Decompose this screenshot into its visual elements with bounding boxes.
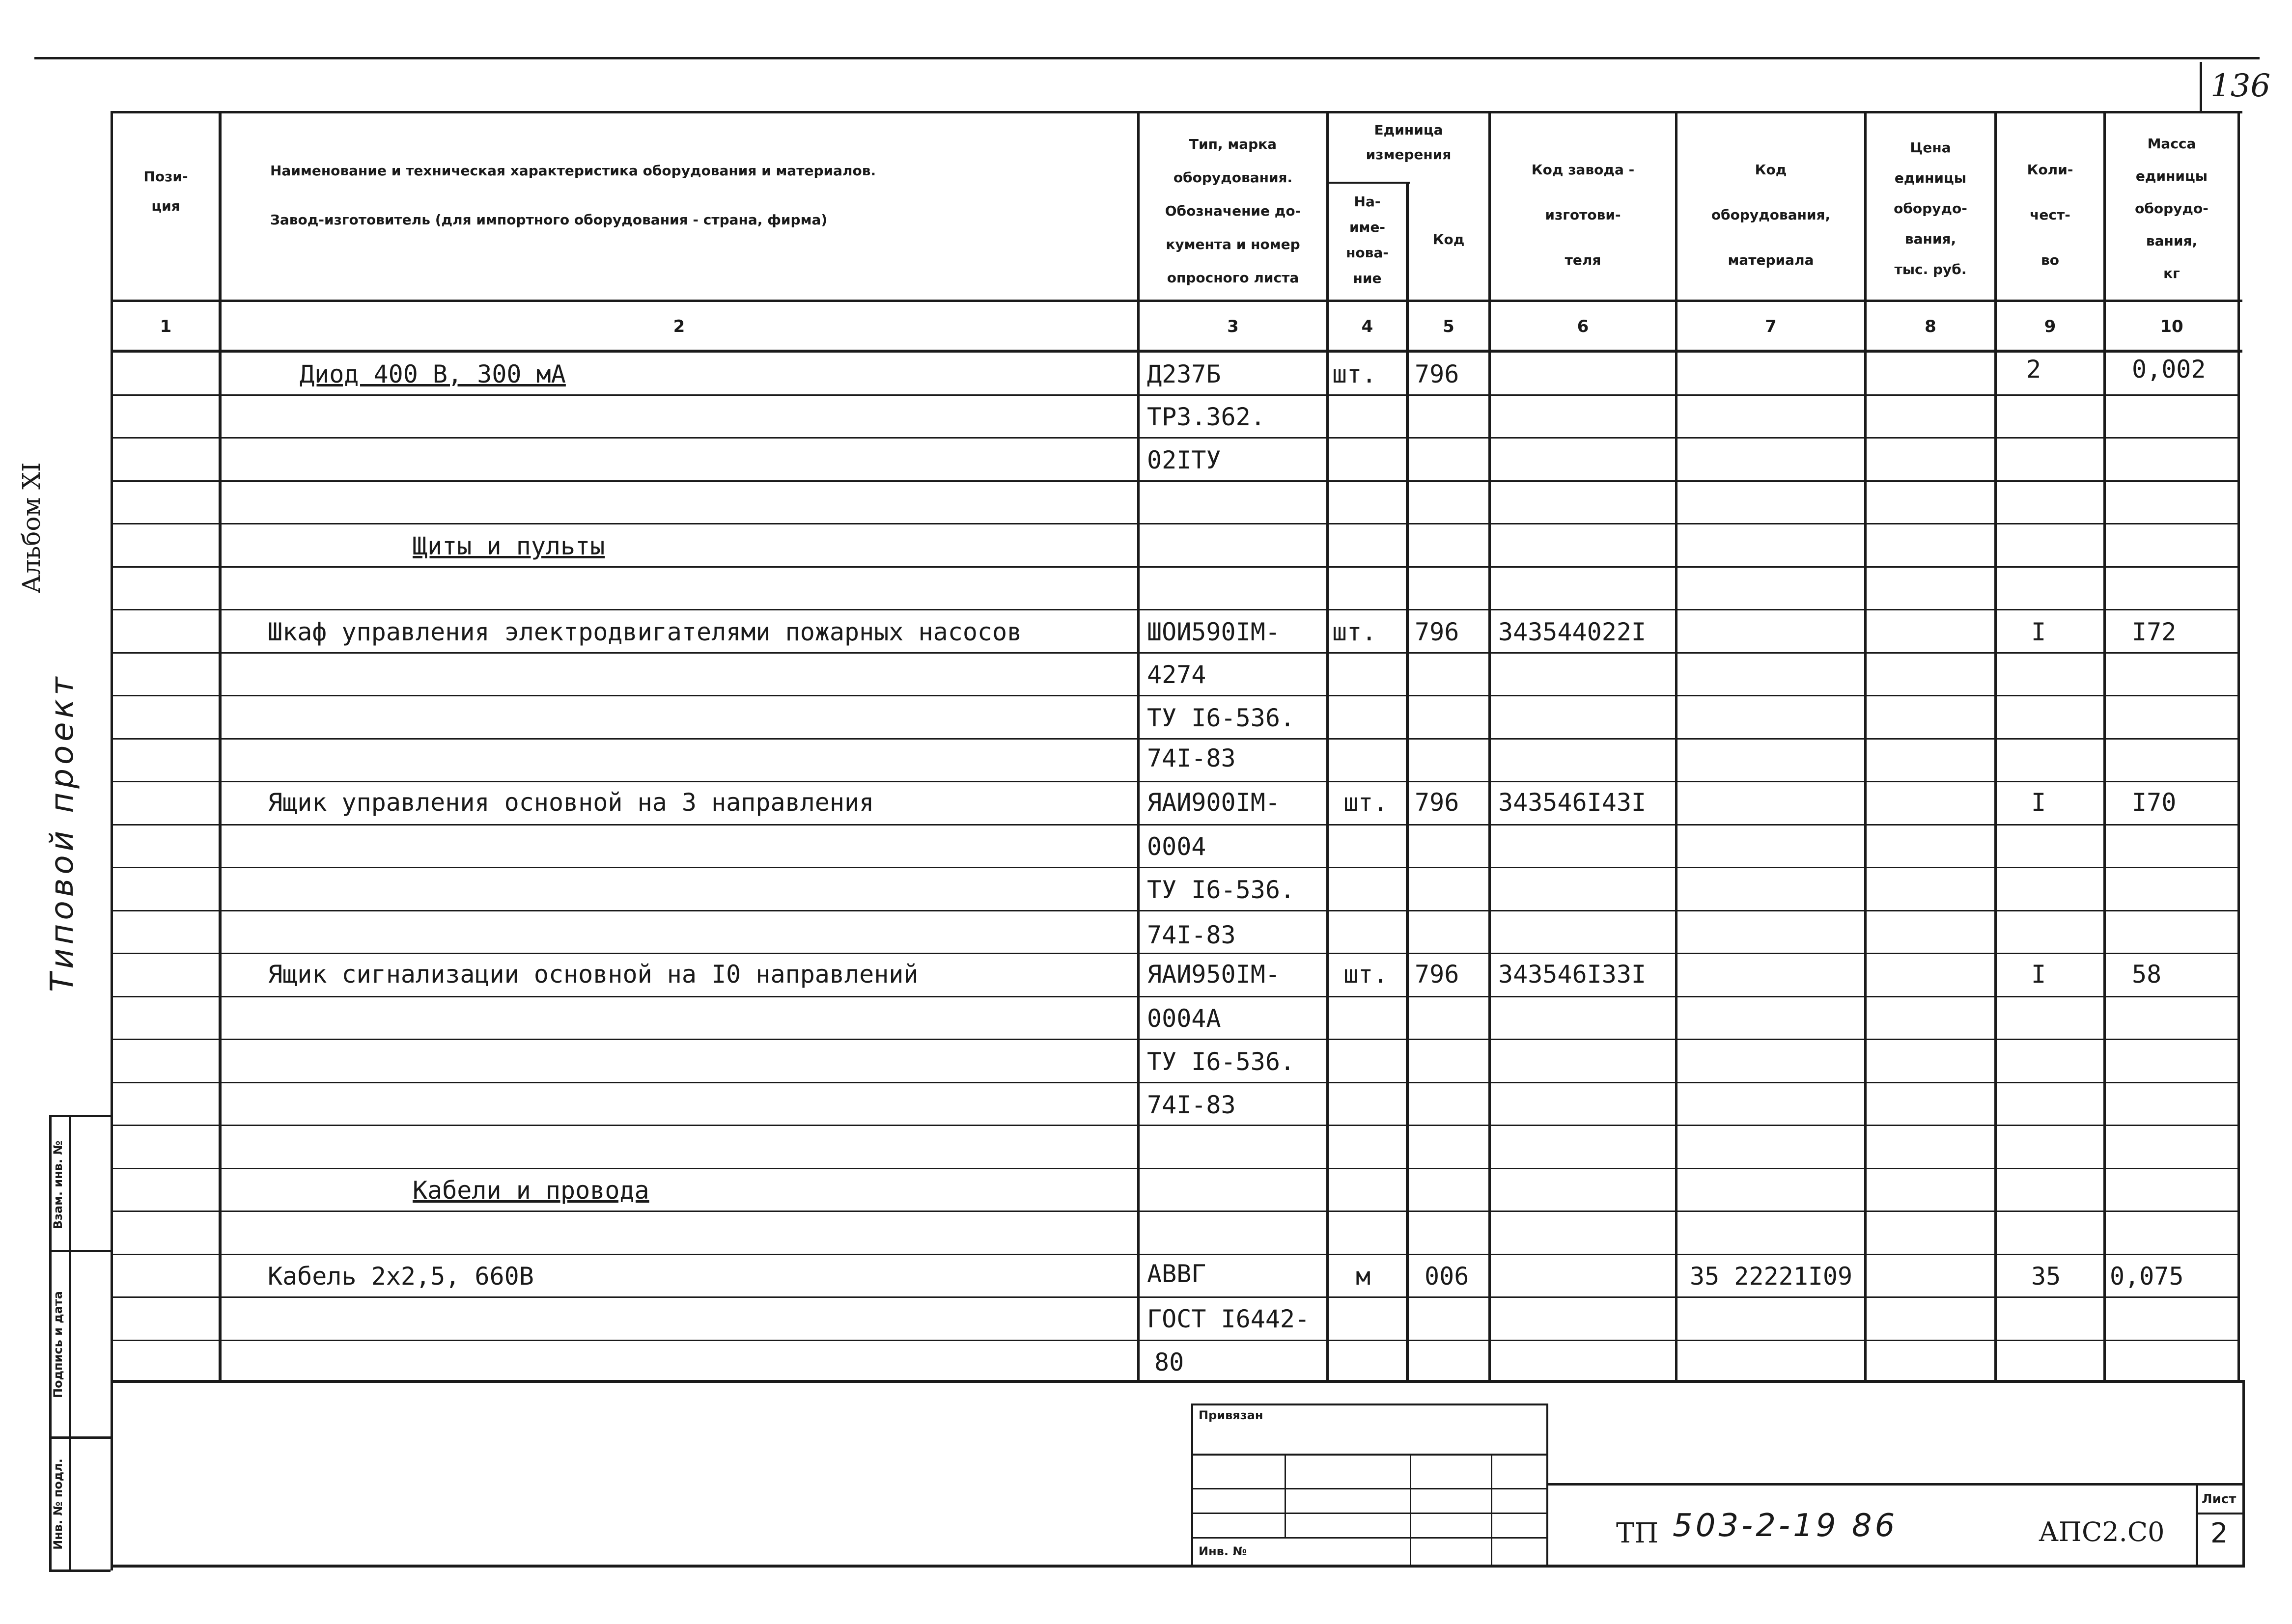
header-factory-code: Код завода - изготови- теля xyxy=(1531,162,1635,268)
col-number-4: 4 xyxy=(1361,317,1373,336)
row-type: ТРЗ.362. xyxy=(1147,403,1265,431)
row-type: ЯАИ900IМ- xyxy=(1147,788,1280,817)
vzam-label: Взам. инв. № xyxy=(51,1140,65,1230)
sheet-number: 2 xyxy=(2210,1517,2228,1549)
col-number-5: 5 xyxy=(1443,317,1454,336)
row-code: 796 xyxy=(1415,360,1459,388)
section-heading: Щиты и пульты xyxy=(413,532,605,560)
row-name: Диод 400 В, 300 мА xyxy=(300,360,566,388)
col-number-7: 7 xyxy=(1765,317,1777,336)
row-factory: 343546I33I xyxy=(1498,960,1647,989)
col-number-3: 3 xyxy=(1227,317,1239,336)
row-type: 74I-83 xyxy=(1147,1091,1236,1119)
header-name-line2: Завод-изготовитель (для импортного оборудования - страна, фирма) xyxy=(270,212,828,228)
top-rule xyxy=(34,57,2260,59)
row-type: 80 xyxy=(1154,1348,1184,1376)
row-name: Ящик управления основной на 3 направления xyxy=(268,788,874,817)
row-mass: 0,075 xyxy=(2110,1262,2184,1291)
row-type: ТУ I6-536. xyxy=(1147,876,1295,904)
header-unit-code: Код xyxy=(1432,231,1465,248)
row-type: ЯАИ950IМ- xyxy=(1147,960,1280,989)
col-number-1: 1 xyxy=(160,317,172,336)
doc-code-prefix: ТП xyxy=(1616,1517,1659,1549)
row-qty: I xyxy=(2031,960,2046,989)
header-name-line1: Наименование и техническая характеристика оборудования и материалов. xyxy=(270,163,876,179)
row-type: ТУ I6-536. xyxy=(1147,704,1295,732)
row-code: 006 xyxy=(1425,1262,1469,1291)
row-type: 74I-83 xyxy=(1147,744,1236,772)
row-qty: 35 xyxy=(2031,1262,2061,1291)
page-number: 136 xyxy=(2210,68,2271,104)
row-code: 796 xyxy=(1415,960,1459,989)
header-type: Тип, марка оборудования. Обозначение до- кумента и номер опросного листа xyxy=(1165,136,1301,286)
doc-code: 503-2-19 86 xyxy=(1673,1508,1898,1544)
row-factory: 343546I43I xyxy=(1498,788,1647,817)
row-name: Ящик сигнализации основной на I0 направлений xyxy=(268,960,919,989)
row-name: Кабель 2х2,5, 660В xyxy=(268,1262,534,1291)
row-type: ТУ I6-536. xyxy=(1147,1047,1295,1076)
row-qty: 2 xyxy=(2026,355,2041,384)
row-mass: 58 xyxy=(2132,960,2162,989)
row-equip: 35 22221I09 xyxy=(1690,1262,1853,1291)
section-heading: Кабели и провода xyxy=(413,1176,649,1205)
header-price: Цена единицы оборудо- вания, тыс. руб. xyxy=(1894,139,1967,277)
col-number-8: 8 xyxy=(1925,317,1936,336)
row-unit: м xyxy=(1356,1262,1371,1291)
row-unit: шт. xyxy=(1332,360,1377,388)
row-qty: I xyxy=(2031,788,2046,817)
row-type: 0004 xyxy=(1147,832,1206,861)
privyazan-label: Привязан xyxy=(1199,1408,1263,1422)
row-type: 02IТУ xyxy=(1147,446,1221,474)
row-type: 74I-83 xyxy=(1147,921,1236,949)
row-type: АВВГ xyxy=(1147,1260,1206,1288)
row-qty: I xyxy=(2031,618,2046,646)
album-label: Альбом XI xyxy=(17,462,46,594)
row-mass: I72 xyxy=(2132,618,2177,646)
inv-no-label: Инв. № xyxy=(1199,1544,1247,1558)
header-qty: Коли- чест- во xyxy=(2027,162,2073,268)
sheet-label: Лист xyxy=(2202,1492,2236,1507)
row-mass: 0,002 xyxy=(2132,355,2206,384)
row-mass: I70 xyxy=(2132,788,2177,817)
row-code: 796 xyxy=(1415,618,1459,646)
header-mass: Масса единицы оборудо- вания, кг xyxy=(2135,136,2208,281)
col-number-2: 2 xyxy=(673,317,685,336)
project-label: Типовой проект xyxy=(44,673,81,992)
row-type: 4274 xyxy=(1147,661,1206,689)
page-number-tick xyxy=(2200,62,2202,112)
col-number-6: 6 xyxy=(1577,317,1589,336)
row-type: ГОСТ I6442- xyxy=(1147,1305,1310,1333)
row-type: ШОИ590IМ- xyxy=(1147,618,1280,646)
row-name: Шкаф управления электродвигателями пожарных насосов xyxy=(268,618,1022,646)
header-unit-group: Единица измерения xyxy=(1366,122,1452,163)
header-unit-name: На- име- нова- ние xyxy=(1346,193,1389,286)
col-number-9: 9 xyxy=(2044,317,2056,336)
inv-podl-label: Инв. № подл. xyxy=(51,1459,65,1550)
header-position: Пози- ция xyxy=(143,168,188,214)
row-unit: шт. xyxy=(1332,618,1377,646)
row-type: Д237Б xyxy=(1147,360,1221,388)
podpis-label: Подпись и дата xyxy=(51,1291,65,1398)
row-unit: шт. xyxy=(1343,788,1388,817)
row-factory: 343544022I xyxy=(1498,618,1647,646)
header-equip-code: Код оборудования, материала xyxy=(1711,162,1831,268)
col-number-10: 10 xyxy=(2160,317,2183,336)
row-type: 0004А xyxy=(1147,1004,1221,1033)
row-code: 796 xyxy=(1415,788,1459,817)
row-unit: шт. xyxy=(1343,960,1388,989)
sheet-code: АПС2.С0 xyxy=(2039,1516,2165,1547)
